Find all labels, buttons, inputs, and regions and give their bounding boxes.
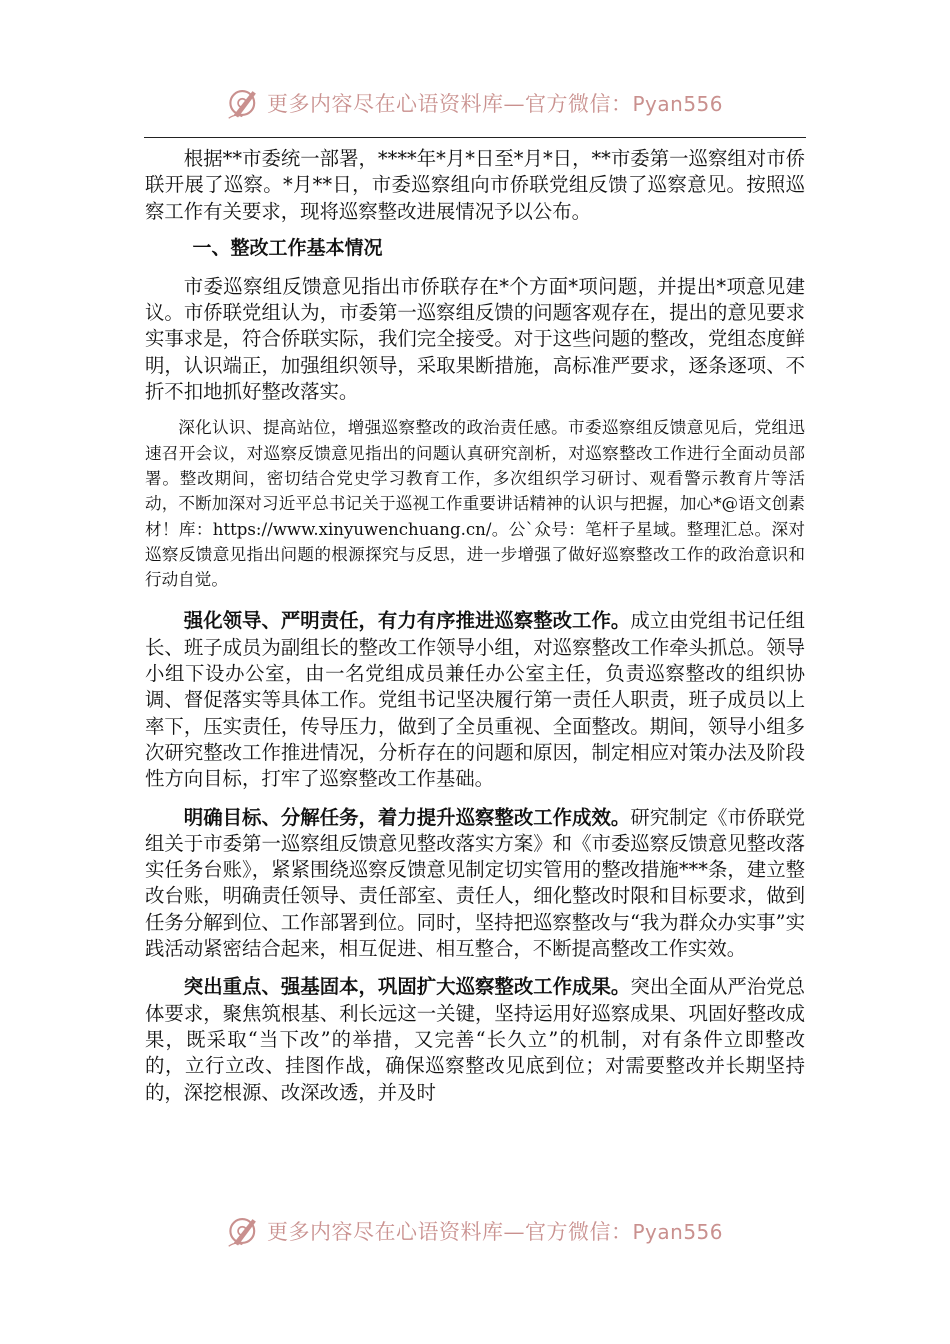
- goals-paragraph: [145, 805, 805, 963]
- watermark-label: 更多内容尽在心语资料库—官方微信：: [266, 1220, 633, 1244]
- leadership-lead: 强化领导、严明责任，有力有序推进巡察整改工作。: [183, 609, 631, 633]
- watermark-wechat-id: Pyan556: [632, 92, 723, 116]
- focus-body: 突出全面从严治党总体要求，聚焦筑根基、利长远这一关键，坚持运用好巡察成果、巩固好整改成果，既采取“当下改”的举措，又完善“长久立”的机制，对有条件立即整改的，立行立改、挂图作战，确保巡察整改见底到位；对需要整改并长期坚持的，深挖根源、改深改透，并及时: [145, 975, 806, 1104]
- watermark-label: 更多内容尽在心语资料库—官方微信：: [266, 92, 633, 116]
- watermark-header: [0, 83, 950, 123]
- watermark-text: [267, 88, 723, 118]
- leadership-paragraph: [145, 608, 805, 792]
- goals-lead: 明确目标、分解任务，着力提升巡察整改工作成效。: [183, 805, 631, 829]
- watermark-footer: [0, 1211, 950, 1251]
- focus-lead: 突出重点、强基固本，巩固扩大巡察整改工作成果。: [183, 975, 631, 999]
- watermark-text: [267, 1216, 723, 1246]
- goals-body: 研究制定《市侨联党组关于市委第一巡察组反馈意见整改落实方案》和《市委巡察反馈意见整改落实任务台账》，紧紧围绕巡察反馈意见制定切实管用的整改措施***条，建立整改台账，明确责任领导、责任部室、责任人，细化整改时限和目标要求，做到任务分解到位、工作部署到位。同时，坚持把巡察整改与“我为群众办实事”实践活动紧密结合起来，相互促进、相互整合，不断提高整改工作实效。: [145, 805, 806, 961]
- pen-logo-icon: [227, 86, 261, 120]
- overview-paragraph: 市委巡察组反馈意见指出市侨联存在*个方面*项问题，并提出*项意见建议。市侨联党组认为，市委第一巡察组反馈的问题客观存在，提出的意见要求实事求是，符合侨联实际，我们完全接受。对于这些问题的整改，党组态度鲜明，认识端正，加强组织领导，采取果断措施，高标准严要求，逐条逐项、不折不扣地抓好整改落实。: [145, 274, 805, 404]
- watermark-wechat-id: Pyan556: [632, 1220, 723, 1244]
- deepen-paragraph: 深化认识、提高站位，增强巡察整改的政治责任感。市委巡察组反馈意见后，党组迅速召开会议，对巡察反馈意见指出的问题认真研究剖析，对巡察整改工作进行全面动员部署。整改期间，密切结合党史学习教育工作，多次组织学习研讨、观看警示教育片等活动，不断加深对习近平总书记关于巡视工作重要讲话精神的认识与把握，加心*@语文创素材！库：https://www.xinyuwenchuang.cn/。公`众号：笔杆子星域。整理汇总。深对巡察反馈意见指出问题的根源探究与反思，进一步增强了做好巡察整改工作的政治意识和行动自觉。: [145, 418, 805, 590]
- focus-paragraph: [145, 974, 805, 1105]
- document-body: [145, 146, 805, 1106]
- pen-logo-icon: [227, 1214, 261, 1248]
- section-heading-1: 一、整改工作基本情况: [192, 236, 383, 259]
- leadership-body: 成立由党组书记任组长、班子成员为副组长的整改工作领导小组，对巡察整改工作牵头抓总。领导小组下设办公室，由一名党组成员兼任办公室主任，负责巡察整改的组织协调、督促落实等具体工作。党组书记坚决履行第一责任人职责，班子成员以上率下，压实责任，传导压力，做到了全员重视、全面整改。期间，领导小组多次研究整改工作推进情况，分析存在的问题和原因，制定相应对策办法及阶段性方向目标，打牢了巡察整改工作基础。: [145, 609, 806, 791]
- intro-paragraph: 根据**市委统一部署，****年*月*日至*月*日，**市委第一巡察组对市侨联开展了巡察。*月**日，市委巡察组向市侨联党组反馈了巡察意见。按照巡察工作有关要求，现将巡察整改进展情况予以公布。: [145, 147, 805, 223]
- header-rule: [144, 137, 806, 138]
